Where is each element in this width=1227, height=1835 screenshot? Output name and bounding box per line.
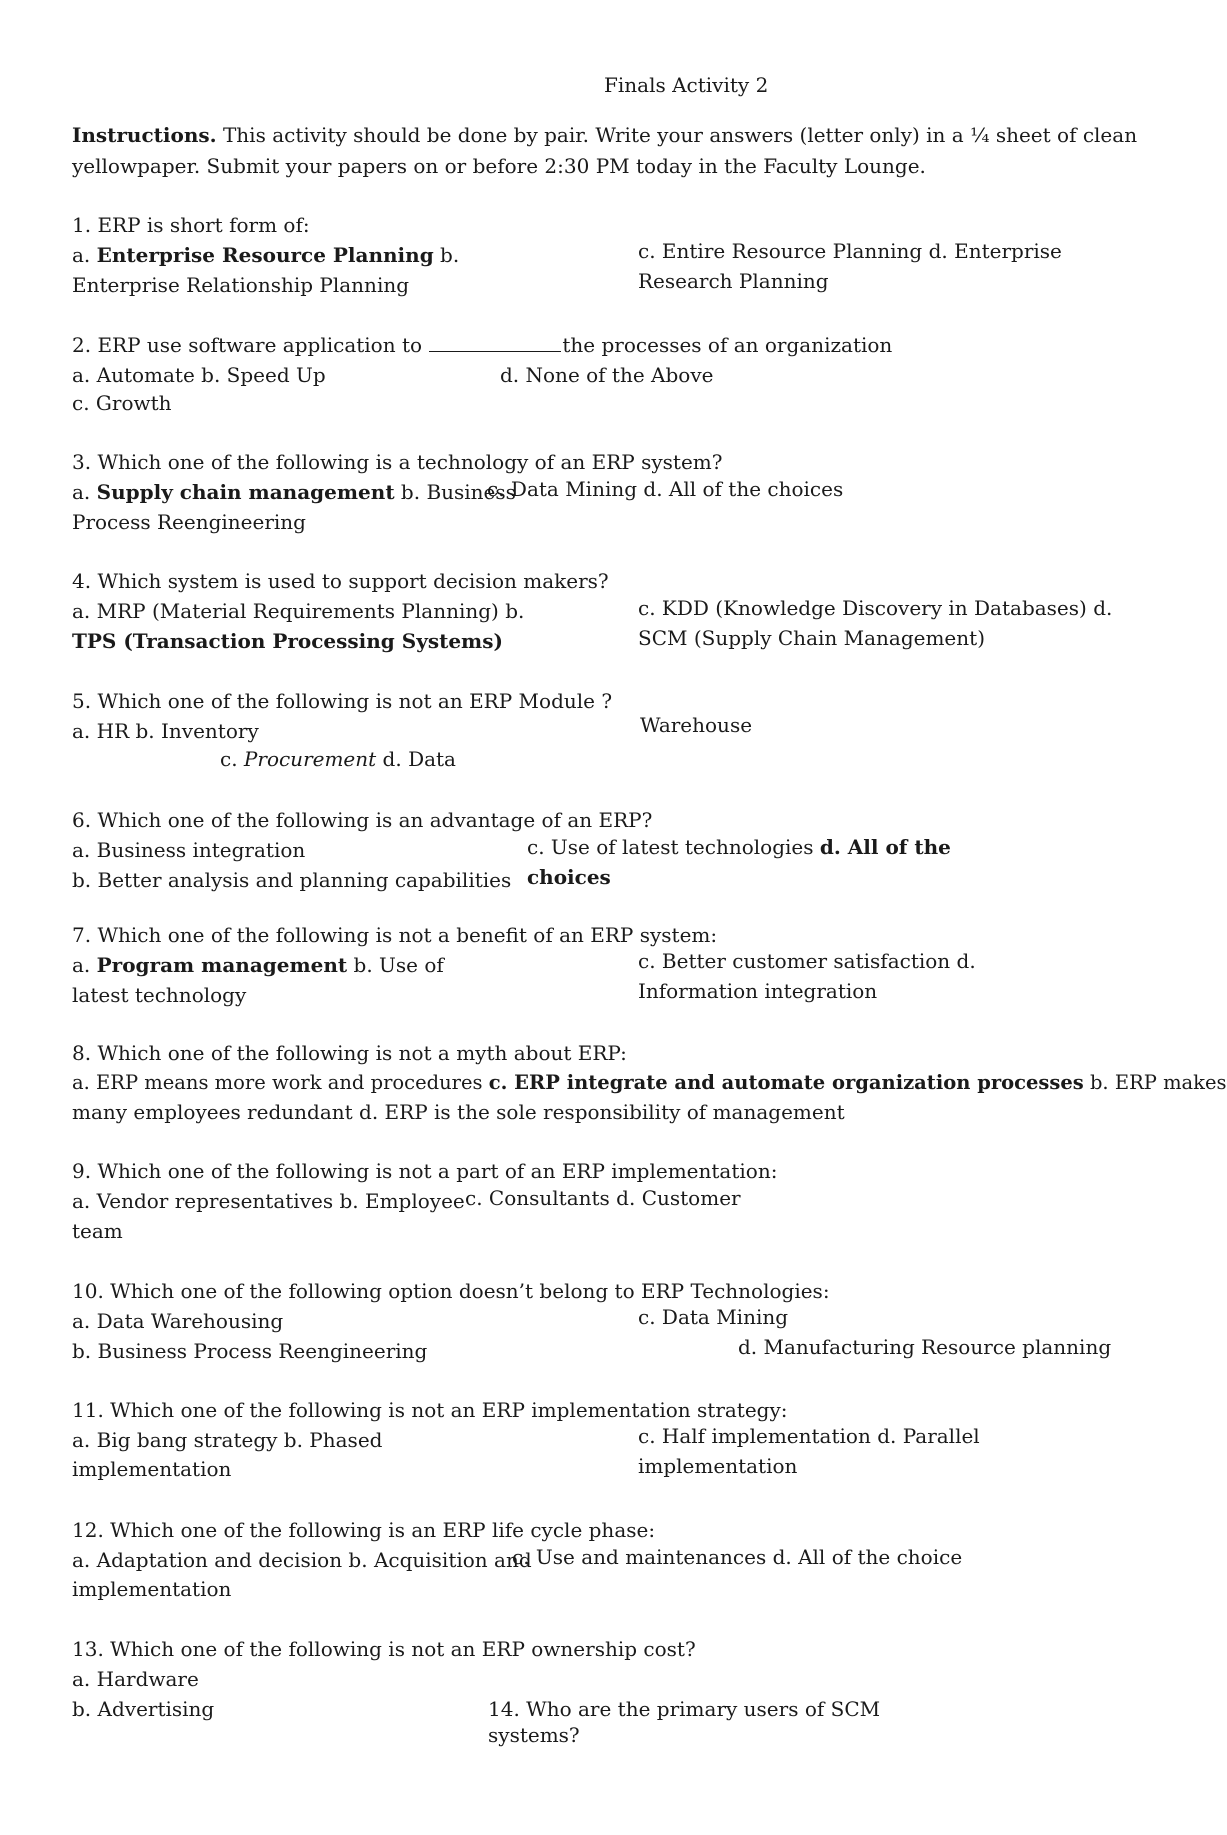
q7-option-b-prefix: b. Use of [347,953,444,977]
q12-options-left-2: implementation [72,1577,232,1601]
q3-option-a-prefix: a. [72,480,97,504]
q7-options-right-1: c. Better customer satisfaction d. [638,949,976,973]
q8-option-b-start: b. ERP makes [1083,1071,1227,1094]
q8-option-c: c. ERP integrate and automate organization processes [488,1071,1084,1094]
question-5: 5. Which one of the following is not an ERP Module ? [72,689,613,713]
q5-options-right-1: Warehouse [640,713,753,737]
q12-options-right-1: c. Use and maintenances d. All of the choice [512,1545,963,1569]
question-1: 1. ERP is short form of: [72,213,310,237]
q11-options-left-2: implementation [72,1457,232,1481]
q9-options-left-2: team [72,1219,123,1243]
answer-blank [429,331,561,352]
q1-options-left-1 [72,240,459,270]
instructions-line-2: yellowpaper. Submit your papers on or before 2:30 PM today in the Faculty Lounge. [72,154,926,178]
q7-options-right-2: Information integration [638,979,878,1003]
q7-options-left-2: latest technology [72,983,247,1007]
q5-options-left-2 [220,744,456,774]
q3-options-right-1: c. Data Mining d. All of the choices [487,477,844,501]
q11-options-left-1: a. Big bang strategy b. Phased [72,1428,383,1452]
q7-option-a-prefix: a. [72,953,97,977]
q2-options-left-2: c. Growth [72,391,172,415]
question-13: 13. Which one of the following is not an ERP ownership cost? [72,1637,696,1661]
instructions-line-1 [72,120,1137,150]
instructions-label: Instructions. [72,123,217,147]
q1-option-a-prefix: a. [72,243,97,267]
q1-options-left-2: Enterprise Relationship Planning [72,273,410,297]
q6-options-right-1 [527,832,951,862]
q3-options-left-1 [72,477,516,507]
q7-option-a: Program management [96,953,348,977]
q13-options-left-2: b. Advertising [72,1697,215,1721]
q5-option-c: Procurement [243,747,377,771]
q4-options-right-2: SCM (Supply Chain Management) [638,626,985,650]
q1-options-right-1: c. Entire Resource Planning d. Enterprise [638,239,1062,263]
q9-options-right-1: c. Consultants d. Customer [465,1186,741,1210]
q9-options-left-1: a. Vendor representatives b. Employee [72,1189,465,1213]
q6-options-left-2: b. Better analysis and planning capabilities [72,868,512,892]
question-6: 6. Which one of the following is an advantage of an ERP? [72,808,653,832]
q1-options-right-2: Research Planning [638,269,829,293]
q4-option-b: TPS (Transaction Processing Systems) [72,629,503,653]
q7-options-left-1 [72,950,444,980]
instructions-text-1: This activity should be done by pair. Write your answers (letter only) in a ¼ sheet of clean [216,123,1138,147]
q3-options-left-2: Process Reengineering [72,510,306,534]
q11-options-right-2: implementation [638,1454,798,1478]
q6-options-right-2: choices [527,865,611,889]
q2-question-start: 2. ERP use software application to [72,333,429,357]
q13-options-left-1: a. Hardware [72,1667,199,1691]
q6-option-d: d. All of the [819,835,951,859]
q10-options-left-1: a. Data Warehousing [72,1309,284,1333]
question-2 [72,330,892,360]
q10-options-left-2: b. Business Process Reengineering [72,1339,428,1363]
question-9: 9. Which one of the following is not a part of an ERP implementation: [72,1159,778,1183]
q5-option-c-prefix: c. [220,747,244,771]
q12-options-left-1: a. Adaptation and decision b. Acquisition and [72,1548,532,1572]
question-14-line-1: 14. Who are the primary users of SCM [488,1697,881,1721]
question-4: 4. Which system is used to support decision makers? [72,569,609,593]
q8-option-a: a. ERP means more work and procedures [72,1071,489,1094]
q10-options-right-1: c. Data Mining [638,1305,789,1329]
q4-options-left-1: a. MRP (Material Requirements Planning) b. [72,599,525,623]
q4-options-right-1: c. KDD (Knowledge Discovery in Databases) d. [638,596,1113,620]
question-10: 10. Which one of the following option doesn’t belong to ERP Technologies: [72,1279,830,1303]
q8-options-line-1 [72,1068,1227,1098]
q1-option-b-prefix: b. [433,243,460,267]
page-title: Finals Activity 2 [604,73,769,97]
q1-option-a: Enterprise Resource Planning [96,243,434,267]
question-3: 3. Which one of the following is a technology of an ERP system? [72,450,723,474]
q6-options-left-1: a. Business integration [72,838,306,862]
question-11: 11. Which one of the following is not an ERP implementation strategy: [72,1398,788,1422]
q5-option-d: d. Data [376,747,456,771]
question-8: 8. Which one of the following is not a myth about ERP: [72,1041,627,1065]
q2-options-mid-1: d. None of the Above [500,363,714,387]
q3-option-a: Supply chain management [96,480,395,504]
question-7: 7. Which one of the following is not a benefit of an ERP system: [72,923,718,947]
q11-options-right-1: c. Half implementation d. Parallel [638,1424,980,1448]
question-14-line-2: systems? [488,1723,580,1747]
q6-option-c: c. Use of latest technologies [527,835,820,859]
q2-question-end: the processes of an organization [562,333,893,357]
q5-options-left-1: a. HR b. Inventory [72,719,259,743]
q3-option-b-prefix: b. Business [394,480,516,504]
question-12: 12. Which one of the following is an ERP life cycle phase: [72,1518,656,1542]
q8-options-line-2: many employees redundant d. ERP is the sole responsibility of management [72,1100,845,1124]
q2-options-left-1: a. Automate b. Speed Up [72,363,326,387]
q10-options-right-2: d. Manufacturing Resource planning [738,1335,1112,1359]
